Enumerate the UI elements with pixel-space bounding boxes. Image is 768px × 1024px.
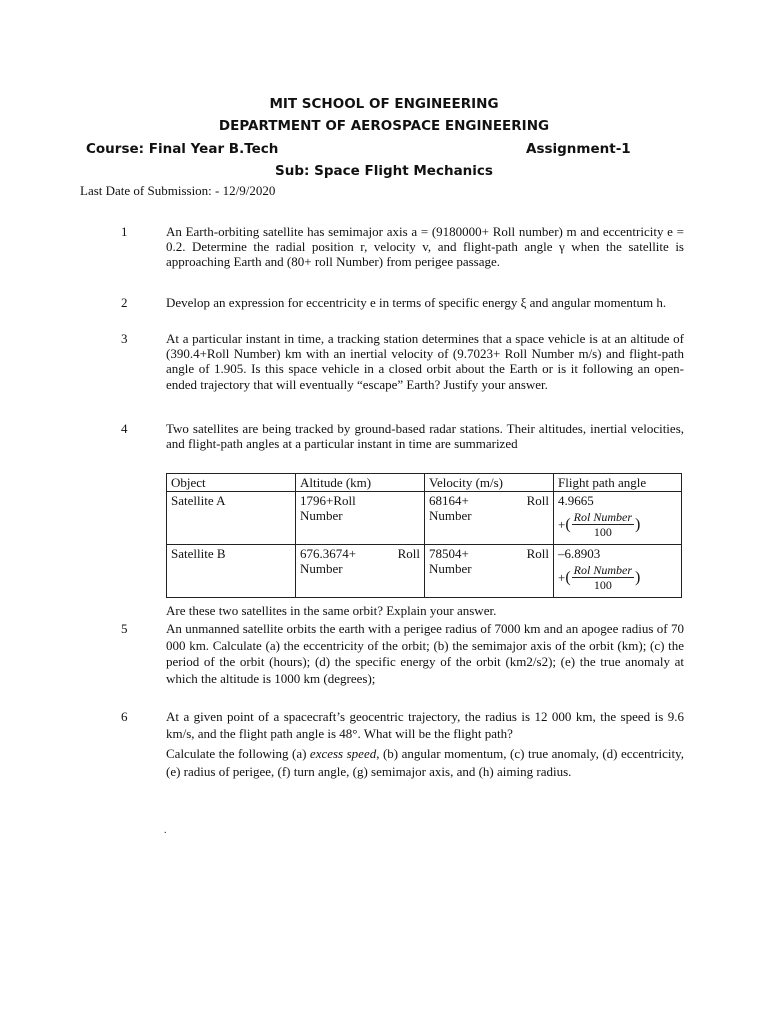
close-paren: ) <box>635 516 641 534</box>
altitude-cell <box>296 545 425 598</box>
text-part: , (b) angular momentum, (c) true anomaly, (d) eccentricity, (e) radius of perigee, (f) turn angle, (g) semimajor axis, and (h) aiming radius. <box>166 746 684 779</box>
angle-cell <box>554 545 682 598</box>
question-number: 1 <box>121 224 128 239</box>
altitude-cell <box>296 492 425 545</box>
velocity-part: Roll <box>526 493 549 509</box>
fraction-denominator: 100 <box>593 525 612 540</box>
velocity-part: Roll <box>526 546 549 562</box>
angle-fraction <box>558 510 640 539</box>
fraction-denominator: 100 <box>593 578 612 593</box>
text-emphasis: excess speed <box>309 746 377 761</box>
velocity-line: Number <box>429 508 472 524</box>
department-name: DEPARTMENT OF AEROSPACE ENGINEERING <box>218 118 550 134</box>
fraction-numerator: Rol Number <box>573 563 633 578</box>
fraction-numerator: Rol Number <box>573 510 633 525</box>
question-number: 4 <box>121 421 128 436</box>
altitude-part: 676.3674+ <box>300 546 357 562</box>
table-header-cell: Flight path angle <box>554 474 682 492</box>
question-number: 3 <box>121 331 128 346</box>
fraction <box>572 510 634 539</box>
table-header-cell: Altitude (km) <box>296 474 425 492</box>
question-text: An unmanned satellite orbits the earth with a perigee radius of 7000 km and an apogee radius of 70 000 km. Calculate (a) the eccentricity of the orbit; (b) the semimajor axis of the orbit (km); (c) the period of the orbit (hours); (d) the specific energy of the orbit (km2/s2); (e) the true anomaly at which the altitude is 1000 km (degrees); <box>166 621 684 686</box>
question-number: 6 <box>121 709 128 724</box>
open-paren: ( <box>565 516 571 534</box>
object-cell: Satellite B <box>167 545 296 598</box>
velocity-line <box>429 546 549 561</box>
assignment-label: Assignment-1 <box>526 141 631 157</box>
altitude-line: Number <box>300 508 343 524</box>
close-paren: ) <box>635 569 641 587</box>
plus-sign: + <box>558 517 566 533</box>
subject-label: Sub: Space Flight Mechanics <box>275 163 493 179</box>
velocity-part: 78504+ <box>429 546 469 562</box>
question-text: Two satellites are being tracked by ground-based radar stations. Their altitudes, inertial velocities, and flight-path angles at a particular instant in time are summarized <box>166 421 684 452</box>
table-row <box>167 545 682 598</box>
angle-fraction <box>558 563 640 592</box>
question-followup: Are these two satellites in the same orbit? Explain your answer. <box>166 603 497 618</box>
angle-value: –6.8903 <box>558 546 601 562</box>
question-text: An Earth-orbiting satellite has semimajor axis a = (9180000+ Roll number) m and eccentricity e = 0.2. Determine the radial position r, velocity v, and flight-path angle γ when the satellite is approaching Earth and (80+ roll Number) from perigee passage. <box>166 224 684 270</box>
question-number: 2 <box>121 295 128 310</box>
table-header-cell: Object <box>167 474 296 492</box>
satellite-table <box>166 473 682 598</box>
question-text-continued <box>166 745 684 780</box>
open-paren: ( <box>565 569 571 587</box>
table-row <box>167 492 682 545</box>
angle-cell <box>554 492 682 545</box>
altitude-line: 1796+Roll <box>300 493 356 509</box>
last-date: Last Date of Submission: - 12/9/2020 <box>80 183 276 198</box>
table-header-row <box>167 474 682 492</box>
object-cell: Satellite A <box>167 492 296 545</box>
altitude-line: Number <box>300 561 343 577</box>
table-header-cell: Velocity (m/s) <box>425 474 554 492</box>
velocity-part: 68164+ <box>429 493 469 509</box>
altitude-line <box>300 546 420 561</box>
course-label: Course: Final Year B.Tech <box>86 141 279 157</box>
angle-value: 4.9665 <box>558 493 594 509</box>
question-text: At a particular instant in time, a tracking station determines that a space vehicle is at an altitude of (390.4+Roll Number) km with an inertial velocity of (9.7023+ Roll Number m/s) and flight-path angle of 1.905. Is this space vehicle in a closed orbit about the Earth or is it following an open-ended trajectory that will eventually “escape” Earth? Justify your answer. <box>166 331 684 392</box>
footer-mark: . <box>164 825 167 836</box>
fraction <box>572 563 634 592</box>
velocity-line: Number <box>429 561 472 577</box>
altitude-part: Roll <box>397 546 420 562</box>
school-name: MIT SCHOOL OF ENGINEERING <box>269 96 499 112</box>
velocity-line <box>429 493 549 508</box>
plus-sign: + <box>558 570 566 586</box>
question-number: 5 <box>121 621 128 636</box>
velocity-cell <box>425 545 554 598</box>
question-text: At a given point of a spacecraft’s geocentric trajectory, the radius is 12 000 km, the speed is 9.6 km/s, and the flight path angle is 48°. What will be the flight path? <box>166 709 684 741</box>
velocity-cell <box>425 492 554 545</box>
text-part: Calculate the following (a) <box>166 746 310 761</box>
question-text: Develop an expression for eccentricity e in terms of specific energy ξ and angular momentum h. <box>166 295 667 310</box>
